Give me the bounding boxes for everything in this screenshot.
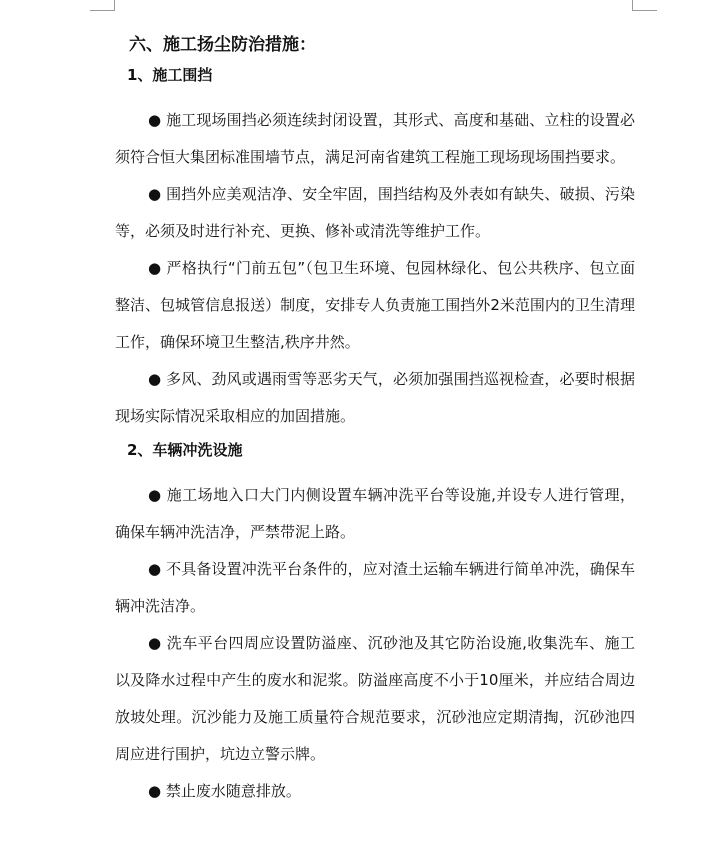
subsection-heading-vehicle-wash: 2、车辆冲洗设施 <box>127 441 243 459</box>
document-body <box>115 30 635 810</box>
section-title: 六、施工扬尘防治措施： <box>129 35 316 55</box>
paragraph: ● 严格执行“门前五包”（包卫生环境、包园林绿化、包公共秩序、包立面整洁、包城管信息报送）制度，安排专人负责施工围挡外2米范围内的卫生清理工作，确保环境卫生整洁,秩序井然。 <box>115 259 635 351</box>
subsection-heading-enclosure: 1、施工围挡 <box>127 66 213 84</box>
paragraph: ● 多风、劲风或遇雨雪等恶劣天气，必须加强围挡巡视检查，必要时根据现场实际情况采取相应的加固措施。 <box>115 370 635 425</box>
paragraph: ● 不具备设置冲洗平台条件的，应对渣土运输车辆进行简单冲洗，确保车辆冲洗洁净。 <box>115 560 635 615</box>
paragraph: ● 洗车平台四周应设置防溢座、沉砂池及其它防治设施,收集洗车、施工以及降水过程中产生的废水和泥浆。防溢座高度不小于10厘米，并应结合周边放坡处理。沉沙能力及施工质量符合规范要求，沉砂池应定期清掏，沉砂池四周应进行围护，坑边立警示牌。 <box>115 634 635 763</box>
paragraph: ● 围挡外应美观洁净、安全牢固，围挡结构及外表如有缺失、破损、污染等，必须及时进行补充、更换、修补或清洗等维护工作。 <box>115 185 635 240</box>
margin-corner-mark-left <box>90 0 115 11</box>
paragraph: ● 施工现场围挡必须连续封闭设置，其形式、高度和基础、立柱的设置必须符合恒大集团标准围墙节点，满足河南省建筑工程施工现场现场围挡要求。 <box>115 111 635 166</box>
paragraph: ● 施工场地入口大门内侧设置车辆冲洗平台等设施,并设专人进行管理，确保车辆冲洗洁净，严禁带泥上路。 <box>115 486 635 541</box>
margin-corner-mark-right <box>632 0 657 11</box>
paragraph: ● 禁止废水随意排放。 <box>148 782 301 800</box>
